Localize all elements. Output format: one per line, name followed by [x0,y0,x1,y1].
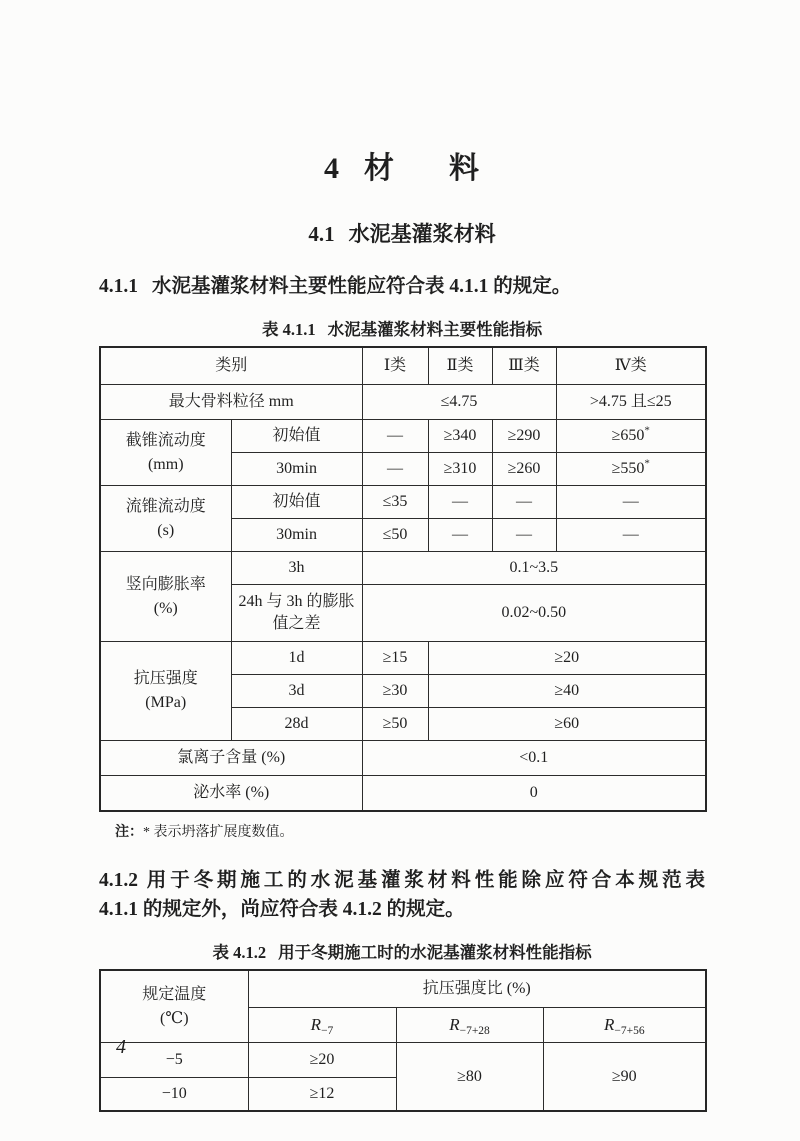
table-row [100,1043,706,1078]
t1-expansion-label: 竖向膨胀率 [125,575,206,593]
t1-flow-0-v4: — [556,486,706,519]
t1-cone-sub-1: 30min [231,453,362,486]
t2-col-r7 [248,1008,396,1043]
t1-cone-unit: (mm) [147,455,184,473]
table-4-1-2-caption-label: 表 4.1.2 [212,943,267,962]
clause-4-1-2 [99,866,705,924]
t1-chloride-value: <0.1 [362,741,706,776]
t1-strength-sub-1: 3d [231,675,362,708]
table-row [100,741,706,776]
table-4-1-1-caption-label: 表 4.1.1 [261,320,316,339]
t1-cone-1-v4 [556,453,706,486]
table-4-1-2 [99,969,707,1112]
t1-strength-2-v234: ≥60 [428,708,706,741]
t2-row-1-r7: ≥12 [248,1078,396,1112]
table-row [100,776,706,812]
clause-4-1-2-text-1: 用于冬期施工的水泥基灌浆材料性能除应符合本规范表 [146,870,705,891]
t1-head-class-2: Ⅱ类 [428,347,492,385]
t1-expansion-1-value: 0.02~0.50 [362,585,706,642]
t1-cone-1-v3: ≥260 [492,453,556,486]
clause-4-1-1 [99,272,705,301]
t2-row-0-temp: −5 [100,1043,248,1078]
t1-strength-1-v1: ≥30 [362,675,428,708]
table-4-1-1-caption [99,319,705,341]
t1-flow-label: 流锥流动度 [125,497,206,515]
table-row [100,347,706,385]
note-text: * 表示坍落扩展度数值。 [143,825,294,840]
section-number: 4.1 [308,222,335,246]
t1-flow-sub-0: 初始值 [231,486,362,519]
t1-flow-unit: (s) [157,521,175,539]
t2-row-1-temp: −10 [100,1078,248,1112]
chapter-title-word-1: 材 [364,152,395,185]
t1-flow-0-v1: ≤35 [362,486,428,519]
note-prefix: 注： [115,825,143,840]
t1-aggregate-label: 最大骨料粒径 mm [100,385,362,420]
t1-expansion-0-value: 0.1~3.5 [362,552,706,585]
clause-4-1-1-text: 水泥基灌浆材料主要性能应符合表 4.1.1 的规定。 [152,276,572,297]
section-title-text: 水泥基灌浆材料 [348,222,496,246]
table-4-1-1-note [115,823,705,842]
r-subscript: −7 [321,1024,334,1037]
table-row [100,642,706,675]
t1-strength-sub-2: 28d [231,708,362,741]
t1-cone-0-v4-value: ≥650 [611,427,645,444]
t1-strength-0-v1: ≥15 [362,642,428,675]
r-symbol: R [310,1014,322,1034]
clause-4-1-2-line-1 [99,866,705,895]
t1-cone-1-v1: — [362,453,428,486]
t1-flow-1-v2: — [428,519,492,552]
section-title [99,220,705,248]
t2-temp-label-cell [100,970,248,1043]
t1-strength-unit: (MPa) [145,694,187,711]
t2-col-r756 [543,1008,706,1043]
t1-flow-1-v3: — [492,519,556,552]
t1-flow-1-v4: — [556,519,706,552]
table-row [100,552,706,585]
page-number: 4 [116,1036,126,1058]
table-row [100,970,706,1008]
t2-row-0-r7: ≥20 [248,1043,396,1078]
t1-aggregate-v123: ≤4.75 [362,385,556,420]
t1-strength-sub-0: 1d [231,642,362,675]
t1-flow-label-cell [100,486,231,552]
t1-cone-sub-0: 初始值 [231,420,362,453]
t1-bleeding-value: 0 [362,776,706,812]
chapter-number: 4 [324,152,340,185]
t1-strength-2-v1: ≥50 [362,708,428,741]
t1-flow-0-v3: — [492,486,556,519]
t1-cone-1-v4-value: ≥550 [611,460,645,477]
t1-expansion-sub-0: 3h [231,552,362,585]
r-symbol: R [449,1014,460,1034]
table-row [100,385,706,420]
r-subscript: −7+28 [459,1024,490,1037]
t1-bleeding-label: 泌水率 (%) [100,776,362,812]
table-4-1-1 [99,346,707,812]
t1-expansion-label-cell [100,552,231,642]
t1-flow-sub-1: 30min [231,519,362,552]
t1-head-class-4: Ⅳ类 [556,347,706,385]
table-4-1-1-caption-text: 水泥基灌浆材料主要性能指标 [327,320,543,339]
t1-strength-1-v234: ≥40 [428,675,706,708]
t1-head-category: 类别 [100,347,362,385]
chapter-title-word-2: 料 [449,152,480,185]
t1-cone-label-cell [100,420,231,486]
t1-expansion-sub-1: 24h 与 3h 的膨胀值之差 [231,585,362,642]
t1-strength-label: 抗压强度 [133,670,198,687]
t1-cone-0-v4 [556,420,706,453]
t1-chloride-label: 氯离子含量 (%) [100,741,362,776]
table-row [100,486,706,519]
t1-cone-0-v1: — [362,420,428,453]
t1-cone-label: 截锥流动度 [125,431,206,449]
t1-head-class-1: Ⅰ类 [362,347,428,385]
t1-flow-0-v2: — [428,486,492,519]
table-4-1-2-caption-text: 用于冬期施工时的水泥基灌浆材料性能指标 [278,943,592,962]
t1-cone-1-v2: ≥310 [428,453,492,486]
t1-strength-label-cell [100,642,231,741]
t2-r756-value: ≥90 [543,1043,706,1112]
t1-expansion-unit: (%) [153,599,178,617]
chapter-title [99,150,705,188]
t2-temp-label: 规定温度 [142,985,207,1003]
t2-r728-value: ≥80 [396,1043,543,1112]
asterisk-footnote-marker: * [644,424,650,437]
t1-aggregate-v4: >4.75 且≤25 [556,385,706,420]
t2-col-r728 [396,1008,543,1043]
r-symbol: R [603,1014,615,1034]
t2-temp-unit: (℃) [159,1009,189,1027]
table-row [100,420,706,453]
t1-flow-1-v1: ≤50 [362,519,428,552]
clause-4-1-2-label: 4.1.2 [99,870,138,891]
table-4-1-2-caption [99,942,705,964]
t1-cone-0-v2: ≥340 [428,420,492,453]
t1-cone-0-v3: ≥290 [492,420,556,453]
r-subscript: −7+56 [614,1024,645,1037]
t1-head-class-3: Ⅲ类 [492,347,556,385]
clause-4-1-2-line-2: 4.1.1 的规定外，尚应符合表 4.1.2 的规定。 [99,899,465,920]
t2-ratio-header: 抗压强度比 (%) [248,970,706,1008]
clause-4-1-1-label: 4.1.1 [99,276,138,297]
asterisk-footnote-marker: * [644,457,650,470]
t1-strength-0-v234: ≥20 [428,642,706,675]
